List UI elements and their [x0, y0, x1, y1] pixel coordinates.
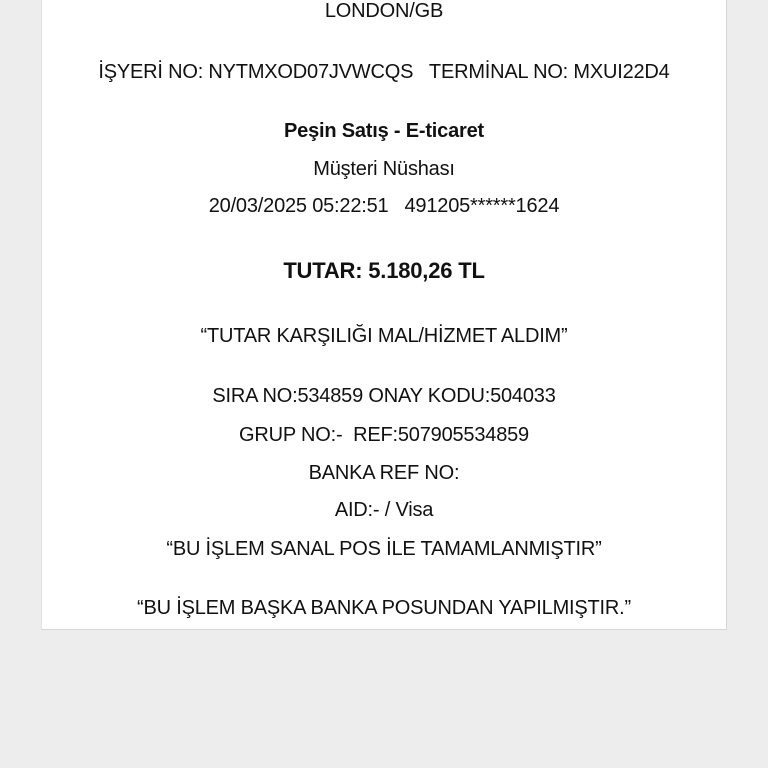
receipt-page — [41, 0, 727, 630]
acknowledgement-text: “TUTAR KARŞILIĞI MAL/HİZMET ALDIM” — [200, 325, 568, 347]
sequence-approval-line: SIRA NO:534859 ONAY KODU:504033 — [212, 385, 556, 407]
virtual-pos-note: “BU İŞLEM SANAL POS İLE TAMAMLANMIŞTIR” — [166, 538, 602, 560]
transaction-type: Peşin Satış - E-ticaret — [284, 120, 484, 142]
aid-line: AID:- / Visa — [334, 499, 434, 521]
merchant-terminal-line: İŞYERİ NO: NYTMXOD07JVWCQS TERMİNAL NO: MXUI22D4 — [98, 61, 670, 83]
bank-ref-line: BANKA REF NO: — [308, 462, 460, 484]
datetime-card-number: 20/03/2025 05:22:51 491205******1624 — [208, 195, 560, 217]
other-bank-note: “BU İŞLEM BAŞKA BANKA POSUNDAN YAPILMIŞTIR.” — [137, 597, 631, 619]
group-ref-line: GRUP NO:- REF:507905534859 — [239, 424, 529, 446]
amount-total: TUTAR: 5.180,26 TL — [283, 258, 485, 283]
copy-type: Müşteri Nüshası — [313, 158, 455, 180]
location-text: LONDON/GB — [324, 0, 444, 22]
